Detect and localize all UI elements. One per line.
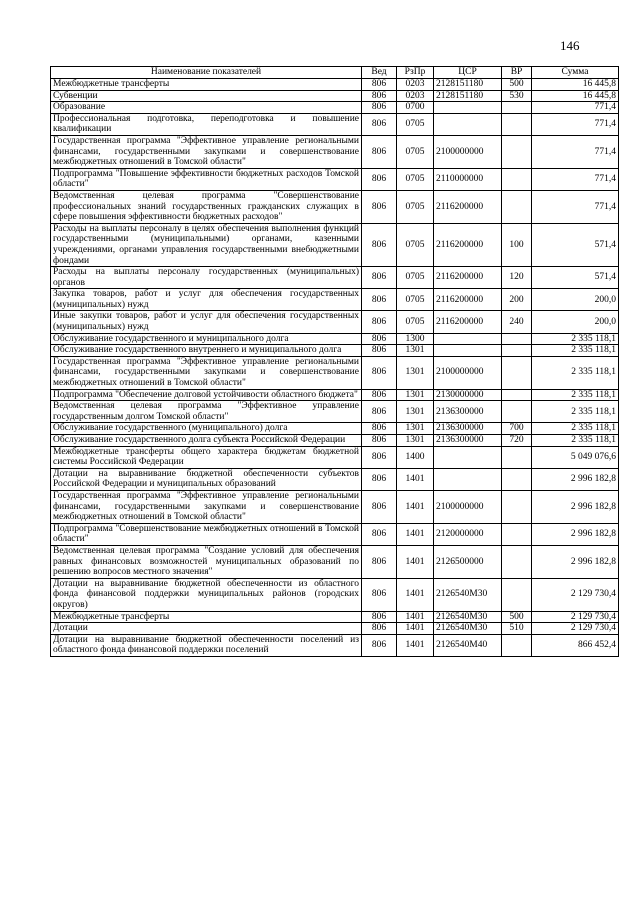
row-name: Подпрограмма "Совершенствование межбюджетных отношений в Томской области" — [51, 523, 362, 545]
row-ved: 806 — [362, 102, 397, 114]
row-ved: 806 — [362, 168, 397, 190]
row-vr: 720 — [502, 435, 532, 447]
row-sum: 771,4 — [532, 135, 619, 168]
row-rzpr: 1301 — [397, 435, 434, 447]
row-name: Дотации на выравнивание бюджетной обеспеченности поселений из областного фонда финансовой поддержки поселений — [51, 634, 362, 656]
row-name: Расходы на выплаты персоналу в целях обеспечения выполнения функций государственными (муниципальными) органами, казенными учреждениями, органами управления государственными внебюджетными фондами — [51, 223, 362, 266]
row-csr — [434, 102, 502, 114]
row-name: Межбюджетные трансферты — [51, 611, 362, 623]
row-sum: 771,4 — [532, 113, 619, 135]
row-rzpr: 1401 — [397, 545, 434, 578]
row-rzpr: 0705 — [397, 311, 434, 333]
row-rzpr: 0700 — [397, 102, 434, 114]
row-ved: 806 — [362, 446, 397, 468]
row-sum: 771,4 — [532, 102, 619, 114]
row-ved: 806 — [362, 223, 397, 266]
table-row — [51, 623, 619, 635]
row-name: Дотации на выравнивание бюджетной обеспеченности субъектов Российской Федерации и муниципальных образований — [51, 468, 362, 490]
row-vr — [502, 168, 532, 190]
row-sum: 2 129 730,4 — [532, 578, 619, 611]
header-rzpr: РзПр — [397, 67, 434, 79]
row-sum: 200,0 — [532, 289, 619, 311]
row-rzpr: 1401 — [397, 490, 434, 523]
row-rzpr: 0705 — [397, 168, 434, 190]
row-ved: 806 — [362, 468, 397, 490]
table-row — [51, 578, 619, 611]
table-row — [51, 223, 619, 266]
row-vr — [502, 102, 532, 114]
row-csr: 2128151180 — [434, 79, 502, 91]
row-csr: 2110000000 — [434, 168, 502, 190]
row-sum: 2 335 118,1 — [532, 345, 619, 357]
row-rzpr: 0705 — [397, 135, 434, 168]
row-vr — [502, 468, 532, 490]
row-ved: 806 — [362, 435, 397, 447]
row-csr: 2136300000 — [434, 423, 502, 435]
row-csr: 2126500000 — [434, 545, 502, 578]
row-name: Государственная программа "Эффективное управление региональными финансами, государственными закупками и совершенствование межбюджетных отношений в Томской области" — [51, 356, 362, 389]
row-vr — [502, 545, 532, 578]
table-row — [51, 168, 619, 190]
row-vr — [502, 113, 532, 135]
row-vr — [502, 523, 532, 545]
row-name: Государственная программа "Эффективное управление региональными финансами, государственными закупками и совершенствование межбюджетных отношений в Томской области" — [51, 490, 362, 523]
row-sum: 2 996 182,8 — [532, 468, 619, 490]
row-vr: 700 — [502, 423, 532, 435]
row-rzpr: 1301 — [397, 401, 434, 423]
row-name: Обслуживание государственного долга субъекта Российской Федерации — [51, 435, 362, 447]
header-vr: ВР — [502, 67, 532, 79]
row-vr: 510 — [502, 623, 532, 635]
row-rzpr: 0203 — [397, 79, 434, 91]
row-csr: 2116200000 — [434, 289, 502, 311]
row-sum: 2 335 118,1 — [532, 423, 619, 435]
row-csr: 2116200000 — [434, 190, 502, 223]
row-sum: 771,4 — [532, 168, 619, 190]
row-sum: 2 335 118,1 — [532, 389, 619, 401]
row-sum: 771,4 — [532, 190, 619, 223]
row-rzpr: 1300 — [397, 333, 434, 345]
page-number: 146 — [560, 38, 580, 53]
header-name: Наименование показателей — [51, 67, 362, 79]
row-ved: 806 — [362, 267, 397, 289]
row-vr — [502, 490, 532, 523]
row-ved: 806 — [362, 356, 397, 389]
row-ved: 806 — [362, 333, 397, 345]
row-ved: 806 — [362, 389, 397, 401]
table-row — [51, 190, 619, 223]
row-sum: 866 452,4 — [532, 634, 619, 656]
table-row — [51, 545, 619, 578]
row-name: Ведомственная целевая программа "Создание условий для обеспечения равных финансовых возможностей муниципальных образований по решению вопросов местного значения" — [51, 545, 362, 578]
row-ved: 806 — [362, 578, 397, 611]
row-rzpr: 1401 — [397, 623, 434, 635]
row-csr: 2100000000 — [434, 490, 502, 523]
row-name: Закупка товаров, работ и услуг для обеспечения государственных (муниципальных) нужд — [51, 289, 362, 311]
row-vr: 120 — [502, 267, 532, 289]
row-ved: 806 — [362, 401, 397, 423]
row-sum: 5 049 076,6 — [532, 446, 619, 468]
row-csr: 2100000000 — [434, 135, 502, 168]
row-vr: 240 — [502, 311, 532, 333]
row-vr — [502, 190, 532, 223]
row-vr: 200 — [502, 289, 532, 311]
row-rzpr: 0705 — [397, 223, 434, 266]
row-vr: 500 — [502, 611, 532, 623]
budget-table — [50, 66, 619, 657]
row-rzpr: 1401 — [397, 611, 434, 623]
header-csr: ЦСР — [434, 67, 502, 79]
table-row — [51, 102, 619, 114]
row-name: Межбюджетные трансферты — [51, 79, 362, 91]
row-vr: 500 — [502, 79, 532, 91]
row-csr: 2126540М30 — [434, 623, 502, 635]
row-vr — [502, 333, 532, 345]
row-vr: 530 — [502, 90, 532, 102]
row-ved: 806 — [362, 623, 397, 635]
row-rzpr: 0705 — [397, 113, 434, 135]
row-sum: 2 996 182,8 — [532, 545, 619, 578]
row-name: Подпрограмма "Обеспечение долговой устойчивости областного бюджета" — [51, 389, 362, 401]
row-rzpr: 1401 — [397, 634, 434, 656]
table-row — [51, 611, 619, 623]
row-rzpr: 1401 — [397, 468, 434, 490]
row-ved: 806 — [362, 90, 397, 102]
table-row — [51, 289, 619, 311]
row-rzpr: 1301 — [397, 345, 434, 357]
row-csr: 2126540М30 — [434, 611, 502, 623]
table-row — [51, 634, 619, 656]
row-name: Дотации на выравнивание бюджетной обеспеченности из областного фонда финансовой поддержки муниципальных районов (городских округов) — [51, 578, 362, 611]
row-csr — [434, 333, 502, 345]
row-vr — [502, 446, 532, 468]
row-sum: 2 335 118,1 — [532, 333, 619, 345]
row-vr — [502, 135, 532, 168]
table-row — [51, 401, 619, 423]
row-rzpr: 0203 — [397, 90, 434, 102]
row-csr: 2116200000 — [434, 311, 502, 333]
row-sum: 16 445,8 — [532, 79, 619, 91]
row-name: Образование — [51, 102, 362, 114]
table-row — [51, 423, 619, 435]
row-name: Ведомственная целевая программа "Эффективное управление государственным долгом Томской области" — [51, 401, 362, 423]
row-sum: 2 335 118,1 — [532, 401, 619, 423]
row-name: Подпрограмма "Повышение эффективности бюджетных расходов Томской области" — [51, 168, 362, 190]
row-name: Межбюджетные трансферты общего характера бюджетам бюджетной системы Российской Федерации — [51, 446, 362, 468]
row-name: Расходы на выплаты персоналу государственных (муниципальных) органов — [51, 267, 362, 289]
row-rzpr: 1401 — [397, 578, 434, 611]
row-sum: 2 996 182,8 — [532, 490, 619, 523]
row-vr — [502, 356, 532, 389]
table-row — [51, 90, 619, 102]
row-sum: 16 445,8 — [532, 90, 619, 102]
table-row — [51, 345, 619, 357]
row-rzpr: 0705 — [397, 267, 434, 289]
table-row — [51, 435, 619, 447]
row-csr — [434, 468, 502, 490]
row-ved: 806 — [362, 289, 397, 311]
table-row — [51, 523, 619, 545]
row-ved: 806 — [362, 490, 397, 523]
row-csr: 2126540М40 — [434, 634, 502, 656]
row-sum: 200,0 — [532, 311, 619, 333]
row-sum: 2 335 118,1 — [532, 356, 619, 389]
row-sum: 2 996 182,8 — [532, 523, 619, 545]
row-name: Дотации — [51, 623, 362, 635]
row-ved: 806 — [362, 523, 397, 545]
row-csr: 2130000000 — [434, 389, 502, 401]
row-rzpr: 1401 — [397, 523, 434, 545]
header-sum: Сумма — [532, 67, 619, 79]
row-csr — [434, 345, 502, 357]
row-ved: 806 — [362, 135, 397, 168]
row-csr: 2116200000 — [434, 267, 502, 289]
table-row — [51, 356, 619, 389]
row-name: Обслуживание государственного внутреннего и муниципального долга — [51, 345, 362, 357]
row-csr: 2120000000 — [434, 523, 502, 545]
table-row — [51, 135, 619, 168]
row-csr — [434, 113, 502, 135]
row-ved: 806 — [362, 545, 397, 578]
row-vr — [502, 401, 532, 423]
row-sum: 2 129 730,4 — [532, 611, 619, 623]
row-ved: 806 — [362, 79, 397, 91]
row-name: Обслуживание государственного и муниципального долга — [51, 333, 362, 345]
row-sum: 571,4 — [532, 223, 619, 266]
row-ved: 806 — [362, 634, 397, 656]
row-rzpr: 1301 — [397, 389, 434, 401]
table-row — [51, 79, 619, 91]
row-csr: 2116200000 — [434, 223, 502, 266]
row-ved: 806 — [362, 611, 397, 623]
row-vr — [502, 345, 532, 357]
row-csr: 2136300000 — [434, 401, 502, 423]
row-vr — [502, 578, 532, 611]
row-vr: 100 — [502, 223, 532, 266]
row-rzpr: 1400 — [397, 446, 434, 468]
table-row — [51, 333, 619, 345]
row-name: Иные закупки товаров, работ и услуг для обеспечения государственных (муниципальных) нужд — [51, 311, 362, 333]
row-ved: 806 — [362, 311, 397, 333]
row-sum: 2 335 118,1 — [532, 435, 619, 447]
row-sum: 571,4 — [532, 267, 619, 289]
table-row — [51, 468, 619, 490]
row-ved: 806 — [362, 190, 397, 223]
row-csr — [434, 446, 502, 468]
table-row — [51, 113, 619, 135]
row-name: Ведомственная целевая программа "Совершенствование профессиональных знаний государственных гражданских служащих в сфере повышения эффективности бюджетных расходов" — [51, 190, 362, 223]
row-name: Профессиональная подготовка, переподготовка и повышение квалификации — [51, 113, 362, 135]
row-csr: 2100000000 — [434, 356, 502, 389]
header-ved: Вед — [362, 67, 397, 79]
table-row — [51, 267, 619, 289]
row-ved: 806 — [362, 423, 397, 435]
row-ved: 806 — [362, 345, 397, 357]
row-rzpr: 1301 — [397, 356, 434, 389]
table-row — [51, 389, 619, 401]
row-name: Субвенции — [51, 90, 362, 102]
row-name: Государственная программа "Эффективное управление региональными финансами, государственными закупками и совершенствование межбюджетных отношений в Томской области" — [51, 135, 362, 168]
row-rzpr: 0705 — [397, 190, 434, 223]
row-sum: 2 129 730,4 — [532, 623, 619, 635]
row-csr: 2126540М30 — [434, 578, 502, 611]
table-row — [51, 490, 619, 523]
row-ved: 806 — [362, 113, 397, 135]
table-header-row — [51, 67, 619, 79]
row-vr — [502, 389, 532, 401]
row-csr: 2136300000 — [434, 435, 502, 447]
row-rzpr: 1301 — [397, 423, 434, 435]
row-csr: 2128151180 — [434, 90, 502, 102]
table-row — [51, 311, 619, 333]
row-rzpr: 0705 — [397, 289, 434, 311]
table-row — [51, 446, 619, 468]
row-name: Обслуживание государственного (муниципального) долга — [51, 423, 362, 435]
row-vr — [502, 634, 532, 656]
